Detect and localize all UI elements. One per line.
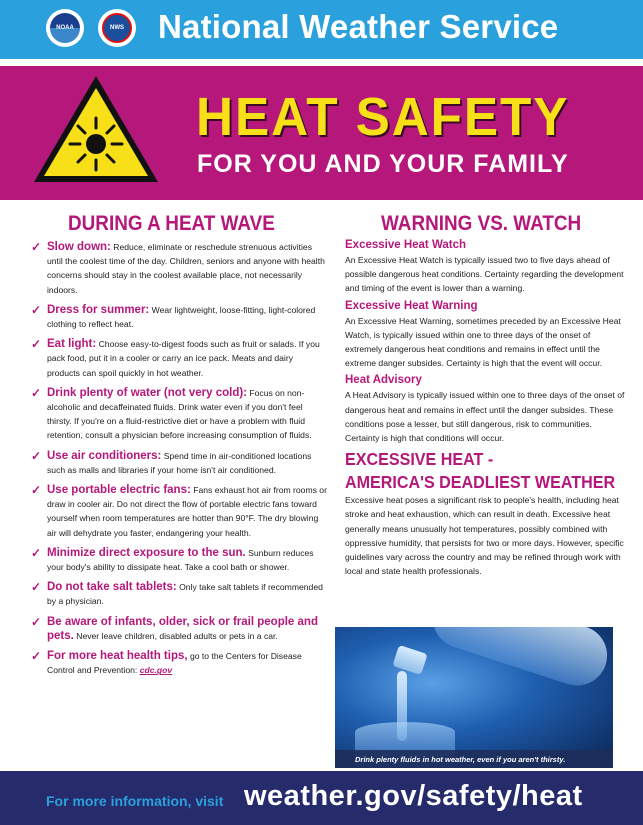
agency-title: National Weather Service [158, 8, 559, 45]
footer-url-link[interactable]: weather.gov/safety/heat [244, 780, 583, 812]
heat-warning-heading: Excessive Heat Warning [345, 299, 478, 312]
photo-caption: Drink plenty fluids in hot weather, even if you aren't thirsty. [335, 750, 613, 768]
tip-text: Reduce, eliminate or reschedule strenuous activities until the coolest time of the day. Children, seniors and anyone with health concerns should stay in the coolest available place, not necessarily indoors. [47, 242, 325, 295]
heat-watch-heading: Excessive Heat Watch [345, 239, 467, 251]
tip-text: Fans exhaust hot air from rooms or draw in cooler air. Do not direct the flow of portable electric fans toward yourself when room temperatures are hotter than 90°F. The dry blowing air will dehydrate you faster, endangering your health. [47, 485, 327, 538]
tip-dress [28, 303, 328, 331]
tip-lead: Eat light: [47, 338, 97, 351]
tip-lead: Minimize direct exposure to the sun. [47, 546, 246, 559]
tip-lead: Use portable electric fans: [47, 484, 191, 497]
tip-text: Only take salt tablets if recommended by a physician. [47, 582, 323, 607]
checkmark-icon: ✓ [31, 302, 42, 317]
tip-lead: Do not take salt tablets: [47, 581, 177, 594]
checkmark-icon: ✓ [31, 448, 42, 463]
heat-warning-text: An Excessive Heat Warning, sometimes preceded by an Excessive Heat Watch, is typically issued within one to three days of the onset of extremely dangerous heat conditions and remains in effect until the extreme danger subsides. Certainty is high that the event will occur. [345, 315, 621, 369]
nws-logo-icon: NWS [102, 13, 132, 43]
checkmark-icon: ✓ [31, 580, 42, 595]
headline: HEAT SAFETY [196, 87, 570, 147]
bottle-shape [425, 627, 613, 693]
tip-more-tips [28, 649, 328, 677]
tip-lead: For more heat health tips, [47, 650, 188, 663]
water-bottle-photo [335, 627, 613, 768]
heat-wave-section [28, 212, 328, 683]
tip-slow-down [28, 240, 328, 297]
tip-text: Spend time in air-conditioned locations such as malls and libraries if your home isn't air conditioned. [47, 450, 312, 475]
nws-logo [98, 9, 136, 47]
tip-electric-fans [28, 483, 328, 540]
checkmark-icon: ✓ [31, 240, 42, 254]
cdc-link[interactable]: cdc.gov [139, 665, 173, 676]
checkmark-icon: ✓ [31, 649, 42, 664]
noaa-logo [46, 9, 84, 47]
checkmark-icon: ✓ [31, 337, 42, 352]
checkmark-icon: ✓ [31, 614, 42, 629]
checkmark-icon: ✓ [31, 483, 42, 498]
tip-text: Wear lightweight, loose-fitting, light-colored clothing to reflect heat. [47, 304, 316, 330]
deadliest-title-line2: AMERICA'S DEADLIEST WEATHER [345, 472, 616, 493]
checkmark-icon: ✓ [31, 545, 42, 560]
tip-eat-light [28, 337, 328, 380]
tip-text: Focus on non-alcoholic and decaffeinated fluids. Drink water even if you don't feel thirsty. If you're on a fluid-restrictive diet or have a problem with fluid retention, consult a physician before increasing consumption of fluids. [47, 387, 312, 441]
footer-lead-text: For more information, visit [46, 793, 224, 809]
tip-sun-exposure [28, 546, 328, 574]
checkmark-icon: ✓ [31, 385, 42, 400]
noaa-logo-icon: NOAA [50, 13, 80, 43]
deadliest-text: Excessive heat poses a significant risk to people's health, including heat stroke and heat exhaustion, which can result in death. Excessive heat generally means unusually hot temperatures, possibly combined with oppressive humidity, that persists for two or more days. However, specific guidelines vary across the country and may be refined through work with local and state health professionals. [345, 495, 624, 577]
tip-text: Sunburn reduces your body's ability to dissipate heat. Take a cool bath or shower. [47, 547, 314, 573]
tip-lead: Dress for summer: [47, 303, 150, 316]
tip-lead: Use air conditioners: [47, 449, 162, 462]
warning-watch-section [345, 212, 625, 582]
section-title-warning-watch: WARNING VS. WATCH [381, 212, 582, 235]
heat-watch-text: An Excessive Heat Watch is typically issued two to five days ahead of possible dangerous heat conditions. Certainty regarding the development and timing of the event is lower than a warning. [345, 255, 624, 294]
tip-lead: Drink plenty of water (not very cold): [47, 386, 247, 399]
tip-text: Choose easy-to-digest foods such as fruit or salads. If you pack food, put it in a cooler or carry an ice pack. Meats and dairy products can spoil quickly in hot weather. [47, 339, 320, 378]
section-title-heat-wave: DURING A HEAT WAVE [68, 212, 275, 235]
tip-air-conditioners [28, 449, 328, 477]
subheadline: FOR YOU AND YOUR FAMILY [197, 150, 569, 178]
tip-drink-water [28, 386, 328, 443]
deadliest-title-line1: EXCESSIVE HEAT - [345, 449, 494, 470]
tip-text: go to the Centers for Disease Control and Prevention: [47, 651, 302, 676]
tip-lead: Be aware of infants, older, sick or frail people and pets. [47, 615, 318, 642]
heat-advisory-text: A Heat Advisory is typically issued within one to three days of the onset of dangerous heat and remains in effect until the danger subsides. These conditions pose a lesser, but still dangerous, risk to communities. Certainty is high that conditions will occur. [345, 390, 625, 444]
tip-lead: Slow down: [47, 241, 111, 253]
tip-text: Never leave children, disabled adults or pets in a car. [73, 630, 278, 641]
tip-salt-tablets [28, 580, 328, 608]
heat-warning-icon [30, 72, 162, 188]
bottle-neck-shape [392, 645, 427, 675]
heat-advisory-heading: Heat Advisory [345, 374, 422, 387]
header-bar [0, 0, 643, 59]
tip-vulnerable [28, 615, 328, 643]
tips-list [28, 240, 328, 677]
